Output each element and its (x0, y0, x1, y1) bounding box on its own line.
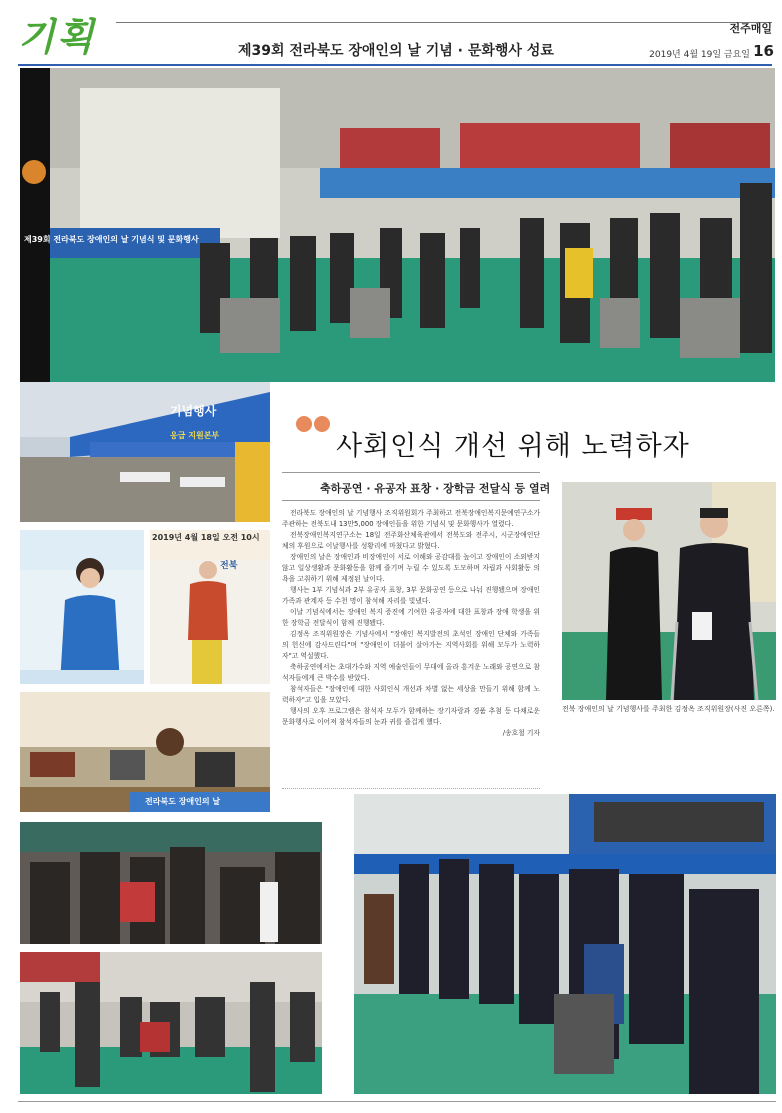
article-paragraph: 참석자들은 "장애인에 대한 사회인식 개선과 차별 없는 세상을 만들기 위해 함께 노력하자"고 입을 모았다. (282, 685, 540, 704)
subheadline: 축하공연 · 유공자 표창 · 장학금 전달식 등 열려 (320, 482, 551, 495)
photo-seated-guests (354, 794, 776, 1094)
article-paragraph: 행사의 오후 프로그램은 참석자 모두가 함께하는 장기자랑과 경품 추첨 등 다채로운 문화행사로 이어져 참석자들의 눈과 귀를 즐겁게 했다. (282, 707, 540, 726)
header-bar (18, 64, 772, 66)
photo-audience-1 (20, 822, 322, 944)
photo-main-hall (20, 68, 775, 382)
article-end-rule (282, 788, 540, 789)
article-paragraph: 전라북도 장애인의 날 기념행사 조직위원회가 주최하고 전북장애인복지문예연구소가 주관하는 전북도내 13만5,000 장애인들을 위한 기념식 및 문화행사가 열렸다. (282, 509, 540, 528)
article-paragraph: 축하공연에서는 초대가수와 지역 예술인들이 무대에 올라 흥겨운 노래와 공연으로 참석자들에게 큰 박수를 받았다. (282, 663, 540, 682)
photo-tent (20, 382, 270, 522)
tent-sub-text: 응급 지원본부 (170, 431, 220, 440)
page-title: 제39회 전라북도 장애인의 날 기념 · 문화행사 성료 (238, 43, 554, 59)
article-paragraph: 이날 기념식에서는 장애인 복지 증진에 기여한 유공자에 대한 표창과 장애 학생을 위한 장학금 전달식이 함께 진행됐다. (282, 608, 540, 627)
subhead-rule-top (282, 472, 540, 473)
tent-banner-text: 기념행사 (170, 404, 217, 418)
article-paragraph: 행사는 1부 기념식과 2부 유공자 표창, 3부 문화공연 등으로 나눠 진행됐으며 장애인 가족과 관계자 등 수천 명이 참석해 자리를 빛냈다. (282, 586, 540, 605)
poster-date-text: 2019년 4월 18일 오전 10시 (152, 533, 260, 542)
photo-caption: 전북 장애인의 날 기념행사를 주최한 김정옥 조직위원장(사진 오른쪽). (562, 705, 775, 713)
article-body (282, 508, 540, 739)
bottom-rule (18, 1101, 776, 1102)
quote-marks-icon (296, 412, 330, 442)
paper-name: 전주매일 (729, 22, 772, 35)
poster-org-text: 전북 (220, 561, 238, 571)
stage-banner-text: 전라북도 장애인의 날 (145, 797, 221, 806)
page-number: 16 (753, 42, 774, 60)
photo-poster-singer (150, 530, 270, 684)
section-label: 기획 (18, 14, 96, 59)
main-banner-text: 제39회 전라북도 장애인의 날 기념식 및 문화행사 (24, 235, 199, 244)
photo-singer-blue (20, 530, 144, 684)
headline: 사회인식 개선 위해 노력하자 (336, 431, 690, 462)
subhead-rule-bottom (282, 500, 540, 501)
issue-date: 2019년 4월 19일 금요일 (649, 50, 750, 60)
photo-portrait (562, 482, 776, 700)
header-rule (116, 22, 772, 23)
article-paragraph: 장애인의 날은 장애인과 비장애인이 서로 이해와 공감대를 높이고 장애인이 소외받지 않고 일상생활과 문화활동을 함께 즐기며 누릴 수 있도록 도모하며 자립과 사회활동 의욕을 고취하기 위해 제정된 날이다. (282, 553, 540, 583)
byline: /송호철 기자 (502, 729, 540, 737)
article-paragraph: 김정옥 조직위원장은 기념사에서 "장애인 복지발전의 초석인 장애인 단체와 가족들의 헌신에 감사드린다"며 "장애인이 더불어 살아가는 지역사회를 위해 모두가 노력하자"고 역설했다. (282, 630, 540, 660)
article-paragraph: 전북장애인복지연구소는 18일 전주화산체육관에서 전북도와 전주시, 시군장애인단체의 후원으로 이날행사를 성황리에 마쳤다고 밝혔다. (282, 531, 540, 550)
photo-stage-drums (20, 692, 270, 812)
photo-audience-2 (20, 952, 322, 1094)
